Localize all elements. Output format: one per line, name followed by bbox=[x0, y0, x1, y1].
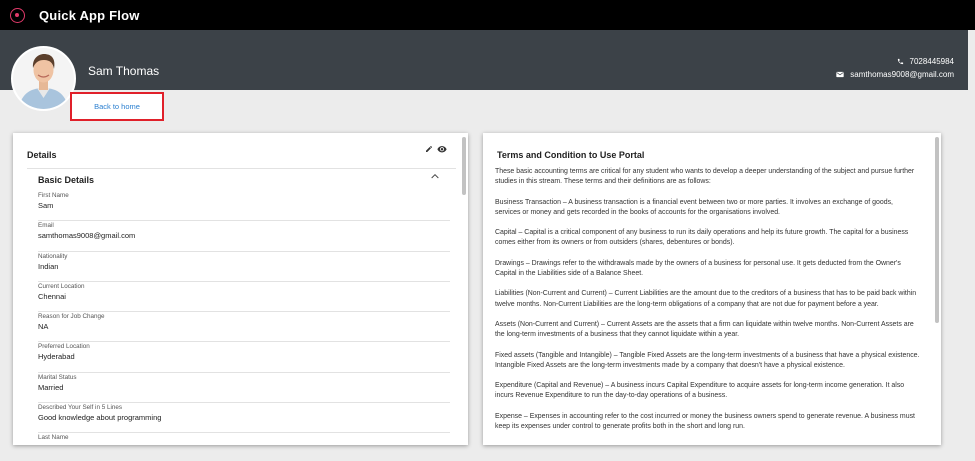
details-card bbox=[13, 133, 468, 445]
field-email bbox=[38, 221, 450, 251]
field-label: Last Name bbox=[38, 434, 69, 442]
phone-icon bbox=[897, 58, 904, 65]
field-nationality bbox=[38, 252, 450, 282]
terms-body bbox=[495, 167, 920, 442]
terms-scrollbar[interactable] bbox=[935, 137, 939, 323]
terms-paragraph: Liabilities (Non-Current and Current) – Current Liabilities are the amount due to the creditors of a business that has to be paid back within twelve months. Non-Current Liabilities are the long-term obligations of a company that are not due for payment before a year. bbox=[495, 290, 917, 308]
field-marital-status bbox=[38, 373, 450, 403]
envelope-icon bbox=[836, 71, 844, 78]
pencil-icon[interactable] bbox=[425, 145, 433, 153]
divider bbox=[27, 168, 456, 169]
field-value: Sam bbox=[38, 201, 54, 210]
terms-paragraph: Drawings – Drawings refer to the withdrawals made by the owners of a business for personal use. It gets deducted from the Owner's Capital in the Liabilities side of a Balance Sheet. bbox=[495, 259, 901, 277]
contact-phone bbox=[897, 57, 955, 66]
field-label: First Name bbox=[38, 192, 69, 199]
contact-email bbox=[836, 70, 954, 79]
field-label: Nationality bbox=[38, 252, 68, 260]
field-last-name bbox=[38, 433, 450, 445]
field-self-description bbox=[38, 403, 450, 433]
eye-icon[interactable] bbox=[437, 145, 447, 153]
field-reason-for-job-change bbox=[38, 312, 450, 342]
terms-paragraph: Assets (Non-Current and Current) – Current Assets are the assets that a firm can liquidate within twelve months. Non-Current Assets are the long-term investments of a business that they cannot liquidate within a year. bbox=[495, 320, 914, 339]
email-address: samthomas9008@gmail.com bbox=[850, 70, 954, 79]
chevron-up-icon[interactable] bbox=[431, 173, 439, 179]
avatar bbox=[11, 46, 76, 111]
terms-paragraph: These basic accounting terms are critical for any student who wants to develop a deeper understanding of the subject and pursue further studies in this stream. These terms and their definitions are as follows: bbox=[495, 168, 915, 186]
terms-title: Terms and Condition to Use Portal bbox=[497, 150, 645, 160]
field-label: Reason for Job Change bbox=[38, 313, 105, 321]
back-to-home-highlight bbox=[70, 92, 164, 121]
field-label: Marital Status bbox=[38, 373, 77, 381]
details-scrollbar[interactable] bbox=[462, 137, 466, 195]
field-label: Email bbox=[38, 222, 54, 230]
field-current-location bbox=[38, 282, 450, 312]
field-value: Good knowledge about programming bbox=[38, 413, 162, 423]
field-value: NA bbox=[38, 322, 49, 332]
details-fields bbox=[38, 191, 450, 445]
logo-icon[interactable] bbox=[10, 8, 25, 23]
profile-name: Sam Thomas bbox=[88, 64, 160, 78]
terms-card bbox=[483, 133, 941, 445]
basic-details-title: Basic Details bbox=[38, 175, 95, 185]
top-navbar bbox=[0, 0, 975, 30]
app-title: Quick App Flow bbox=[39, 7, 140, 23]
field-value: Chennai bbox=[38, 291, 66, 301]
terms-paragraph: Fixed assets (Tangible and Intangible) – Tangible Fixed Assets are the long-term investments of a business that have a physical existence. Intangible Fixed Assets are the long-term investments made by a company that doesn't have a physical existence. bbox=[495, 351, 920, 369]
details-actions bbox=[425, 145, 447, 153]
details-title: Details bbox=[27, 150, 57, 160]
phone-number: 7028445984 bbox=[909, 57, 954, 66]
terms-paragraph: Capital – Capital is a critical component of any business to run its daily operations and help its future growth. The capital for a business comes either from its owners or from outsiders (shares, debentures or bonds). bbox=[495, 229, 909, 247]
field-label: Preferred Location bbox=[38, 343, 90, 351]
field-value: Hyderabad bbox=[38, 352, 75, 362]
terms-paragraph: Expenditure (Capital and Revenue) – A business incurs Capital Expenditure to acquire assets for long-term income generation. It also incurs Revenue Expenditure to run the day-to-day operations of a business. bbox=[495, 382, 905, 400]
field-label: Current Location bbox=[38, 282, 85, 290]
field-value: samthomas9008@gmail.com bbox=[38, 231, 136, 241]
terms-paragraph: Expense – Expenses in accounting refer to the cost incurred or money the business owners spend to generate revenue. A business must keep its expenses under control to generate profits both in the short and long run. bbox=[495, 412, 915, 430]
field-value: Married bbox=[38, 382, 64, 392]
field-first-name bbox=[38, 191, 450, 221]
field-label: Described Your Self in 5 Lines bbox=[38, 404, 123, 412]
field-value: Indian bbox=[38, 261, 59, 271]
terms-paragraph: Business Transaction – A business transaction is a financial event between two or more parties. It involves an exchange of goods, services or money and gets recorded in the books of accounts for the organisations involved. bbox=[495, 198, 893, 216]
back-to-home-link[interactable]: Back to home bbox=[94, 102, 140, 111]
profile-header bbox=[0, 30, 968, 90]
field-preferred-location bbox=[38, 342, 450, 372]
